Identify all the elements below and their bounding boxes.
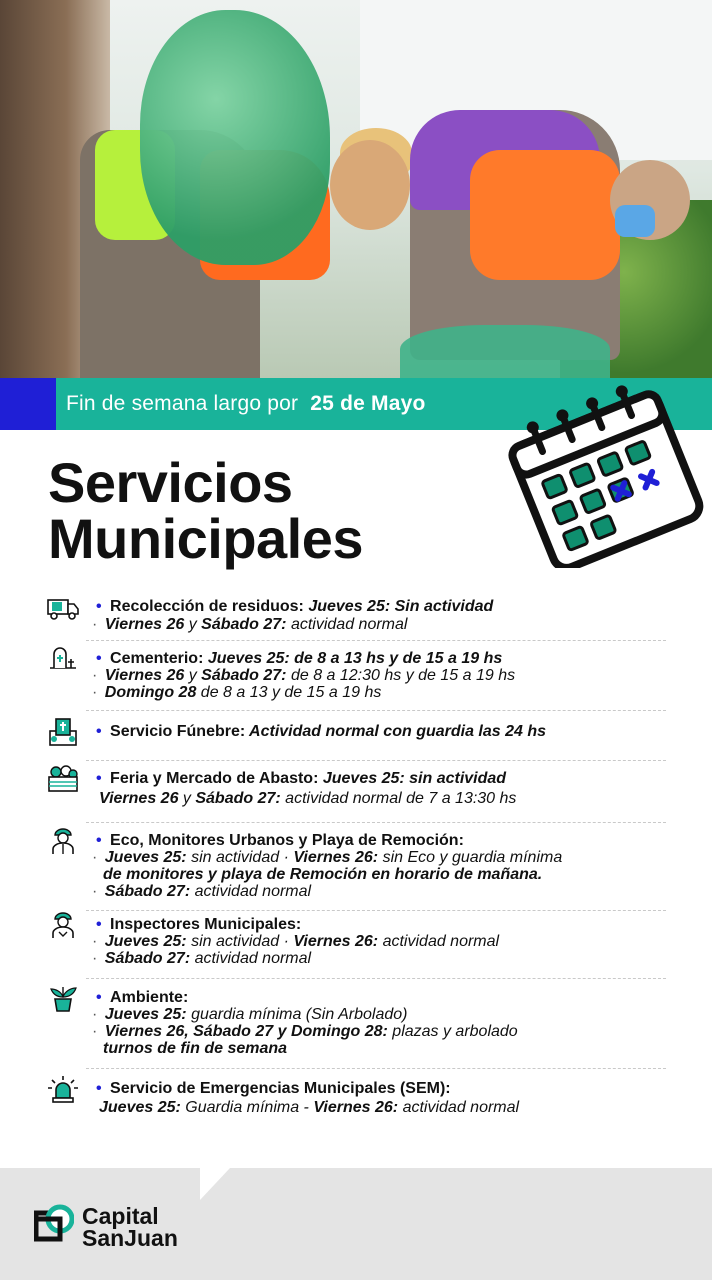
- schedule-text: de 8 a 12:30 hs y de 15 a 19 hs: [286, 667, 516, 684]
- day-label: Viernes 26: [104, 616, 185, 633]
- bullet: ·: [92, 849, 102, 866]
- logo-line-1: Capital: [82, 1203, 159, 1229]
- schedule-text: y: [184, 616, 202, 633]
- garbage-truck-icon: [46, 592, 80, 622]
- service-name: Cementerio:: [110, 650, 204, 667]
- service-line: [96, 989, 188, 1006]
- bullet: •: [96, 832, 107, 849]
- service-line: [92, 1023, 518, 1040]
- bullet: ·: [92, 1023, 102, 1040]
- day-label: Sábado 27:: [195, 790, 281, 807]
- schedule-text: y: [178, 790, 196, 807]
- day-label: Viernes 26, Sábado 27 y Domingo 28:: [104, 1023, 388, 1040]
- bullet: ·: [92, 667, 102, 684]
- day-label: Jueves 25:: [203, 650, 290, 667]
- footer-notch: [200, 1168, 230, 1200]
- schedule-text: y: [184, 667, 202, 684]
- calendar-icon: [505, 378, 705, 568]
- schedule-text: actividad normal: [378, 933, 500, 950]
- inspector-icon: [46, 910, 80, 940]
- service-line: [92, 667, 515, 684]
- day-label: Jueves 25:: [104, 933, 187, 950]
- schedule-text: actividad normal: [398, 1099, 520, 1116]
- logo-text: [82, 1205, 178, 1249]
- day-label: Sábado 27:: [201, 616, 287, 633]
- bullet: •: [96, 723, 107, 740]
- day-label: Viernes 26: [99, 790, 179, 807]
- bullet: •: [96, 770, 107, 787]
- banner-accent: [0, 378, 56, 430]
- banner-highlight: 25 de Mayo: [310, 392, 426, 415]
- schedule-text: de 8 a 13 hs y de 15 a 19 hs: [289, 650, 503, 667]
- day-label: Actividad normal con guardia las 24 hs: [245, 723, 547, 740]
- separator: [86, 910, 666, 911]
- service-line: [100, 866, 542, 883]
- service-line: [92, 849, 562, 866]
- funeral-service-icon: [46, 717, 80, 747]
- service-line: [96, 790, 516, 807]
- cemetery-icon: [46, 644, 80, 674]
- service-line: [96, 650, 502, 667]
- schedule-text: sin actividad ·: [186, 933, 294, 950]
- schedule-text: sin Eco y guardia mínima: [378, 849, 563, 866]
- day-label: Sábado 27:: [104, 950, 191, 967]
- day-label: Viernes 26: [104, 667, 185, 684]
- banner-prefix: Fin de semana largo por: [66, 392, 299, 415]
- service-line: [100, 1040, 287, 1057]
- service-line: [96, 598, 493, 615]
- bullet: •: [96, 1080, 107, 1097]
- plant-pot-icon: [46, 983, 80, 1013]
- banner-text: [66, 392, 426, 416]
- day-label: Jueves 25:: [303, 598, 391, 615]
- service-line: [96, 1099, 519, 1116]
- service-line: [96, 916, 301, 933]
- bullet: ·: [92, 883, 102, 900]
- title-line-1: Servicios: [48, 451, 293, 514]
- service-line: [92, 684, 381, 701]
- service-name: Feria y Mercado de Abasto:: [110, 770, 319, 787]
- service-line: [92, 616, 407, 633]
- service-name: Eco, Monitores Urbanos y Playa de Remoción:: [110, 832, 464, 849]
- service-line: [92, 950, 311, 967]
- separator: [86, 640, 666, 641]
- bullet: ·: [92, 616, 102, 633]
- service-line: [96, 770, 506, 787]
- service-name: Servicio de Emergencias Municipales (SEM):: [110, 1080, 451, 1097]
- separator: [86, 1068, 666, 1069]
- schedule-text: actividad normal: [190, 950, 312, 967]
- day-label: Jueves 25:: [99, 1099, 181, 1116]
- schedule-text: sin actividad: [404, 770, 507, 787]
- market-crate-icon: [46, 764, 80, 794]
- schedule-text: actividad normal: [286, 616, 408, 633]
- service-name: Recolección de residuos:: [110, 598, 304, 615]
- bullet: ·: [92, 950, 102, 967]
- service-line: [96, 832, 464, 849]
- bullet: ·: [92, 1006, 102, 1023]
- schedule-text: plazas y arbolado: [387, 1023, 518, 1040]
- service-line: [92, 1006, 407, 1023]
- day-label: Viernes 26:: [293, 849, 379, 866]
- schedule-text: de 8 a 13 y de 15 a 19 hs: [196, 684, 382, 701]
- urban-monitor-icon: [46, 826, 80, 856]
- day-label: Viernes 26:: [313, 1099, 399, 1116]
- bullet: •: [96, 598, 107, 615]
- bullet: •: [96, 989, 107, 1006]
- logo-line-2: SanJuan: [82, 1225, 178, 1251]
- bullet: •: [96, 650, 107, 667]
- separator: [86, 978, 666, 979]
- day-label: Sábado 27:: [201, 667, 287, 684]
- day-label: de monitores y playa de Remoción en horario de mañana.: [103, 866, 543, 883]
- schedule-text: guardia mínima (Sin Arbolado): [186, 1006, 408, 1023]
- service-name: Servicio Fúnebre:: [110, 723, 246, 740]
- separator: [86, 710, 666, 711]
- separator: [86, 822, 666, 823]
- emergency-siren-icon: [46, 1074, 80, 1104]
- day-label: Sábado 27:: [104, 883, 191, 900]
- separator: [86, 760, 666, 761]
- day-label: Viernes 26:: [293, 933, 379, 950]
- schedule-text: actividad normal de 7 a 13:30 hs: [280, 790, 517, 807]
- day-label: Jueves 25:: [318, 770, 405, 787]
- service-line: [92, 933, 499, 950]
- day-label: Domingo 28: [104, 684, 197, 701]
- schedule-text: Guardia mínima -: [180, 1099, 314, 1116]
- schedule-text: Sin actividad: [390, 598, 494, 615]
- service-line: [92, 883, 311, 900]
- page-title: [48, 451, 364, 570]
- hero-photo: [0, 0, 712, 378]
- service-name: Ambiente:: [110, 989, 189, 1006]
- service-line: [96, 723, 546, 740]
- day-label: turnos de fin de semana: [103, 1040, 288, 1057]
- schedule-text: sin actividad ·: [186, 849, 294, 866]
- bullet: ·: [92, 684, 102, 701]
- bullet: •: [96, 916, 107, 933]
- service-name: Inspectores Municipales:: [110, 916, 302, 933]
- day-label: Jueves 25:: [104, 1006, 187, 1023]
- schedule-text: actividad normal: [190, 883, 312, 900]
- bullet: ·: [92, 933, 102, 950]
- title-line-2: Municipales: [48, 507, 364, 570]
- service-line: [96, 1080, 451, 1097]
- capital-sanjuan-logo-icon: [34, 1203, 74, 1243]
- day-label: Jueves 25:: [104, 849, 187, 866]
